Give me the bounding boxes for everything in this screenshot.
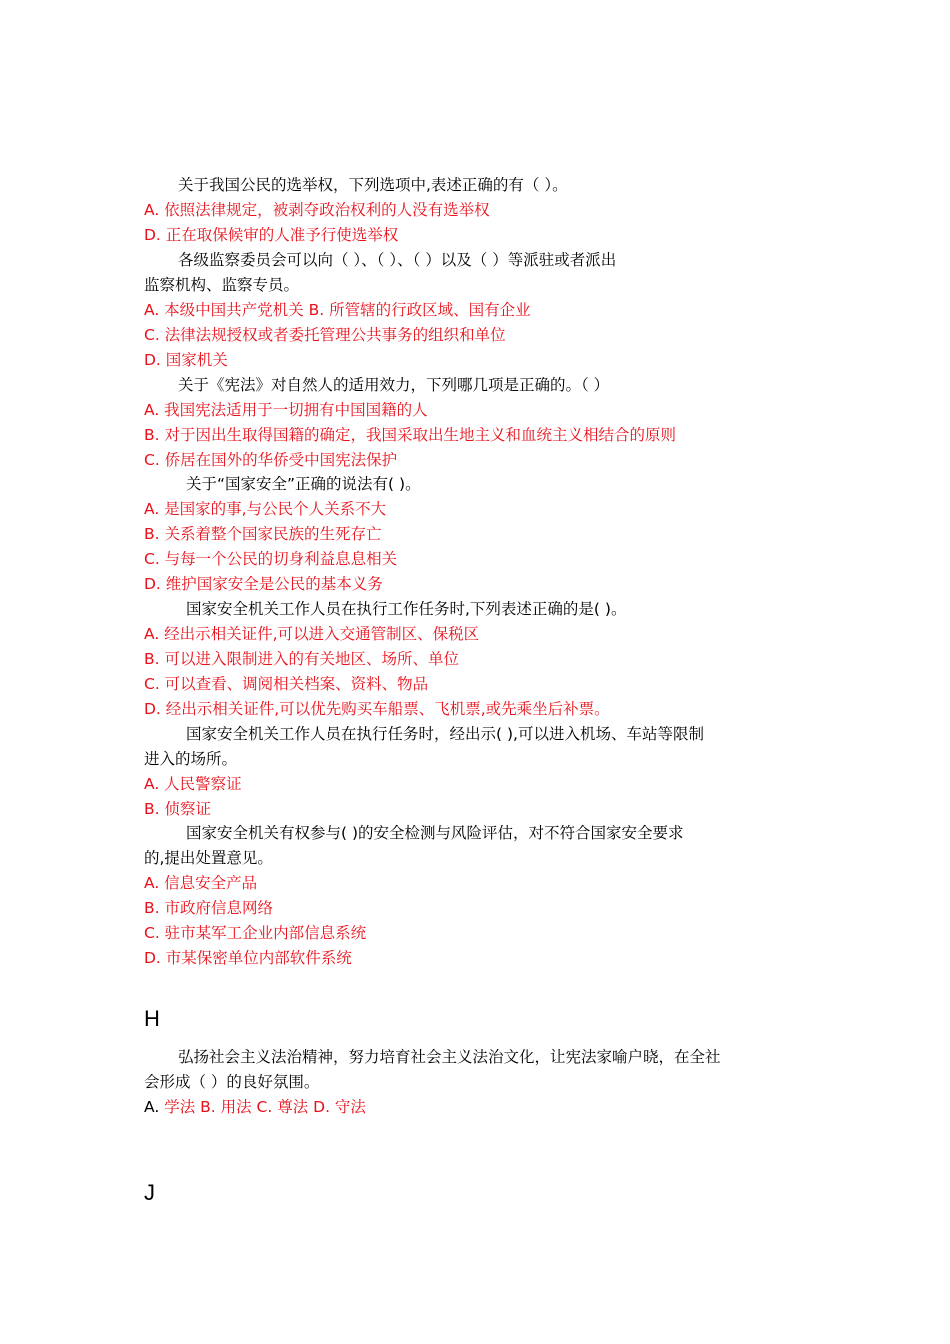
section-heading-h: H: [144, 1006, 160, 1031]
question-stem: 各级监察委员会可以向（ ）、（ ）、（ ）以及（ ）等派驻或者派出: [178, 251, 617, 269]
answer-option: A. 人民警察证: [144, 775, 242, 793]
answer-option: A. 信息安全产品: [144, 874, 258, 892]
question-stem: 国家安全机关工作人员在执行任务时，经出示( ),可以进入机场、车站等限制: [186, 725, 704, 743]
answer-option: B. 市政府信息网络: [144, 899, 273, 917]
answer-option: D. 市某保密单位内部软件系统: [144, 949, 352, 967]
answer-option: D. 正在取保候审的人准予行使选举权: [144, 226, 399, 244]
question-stem: 国家安全机关有权参与( )的安全检测与风险评估，对不符合国家安全要求: [186, 824, 684, 842]
section-heading-j: J: [144, 1180, 155, 1205]
answer-option: A. 本级中国共产党机关 B. 所管辖的行政区域、国有企业: [144, 301, 531, 319]
answer-option: C. 与每一个公民的切身利益息息相关: [144, 550, 398, 568]
answer-option: A. 我国宪法适用于一切拥有中国国籍的人: [144, 401, 428, 419]
question-stem-continued: 会形成（ ）的良好氛围。: [144, 1073, 320, 1091]
question-stem: 弘扬社会主义法治精神，努力培育社会主义法治文化，让宪法家喻户晓，在全社: [178, 1048, 721, 1066]
answer-option: B. 关系着整个国家民族的生死存亡: [144, 525, 382, 543]
question-stem: 关于《宪法》对自然人的适用效力，下列哪几项是正确的。（ ）: [178, 376, 610, 394]
question-stem-continued: 进入的场所。: [144, 750, 238, 768]
answer-option: C. 可以查看、调阅相关档案、资料、物品: [144, 675, 429, 693]
answer-option-row: [144, 1097, 366, 1117]
question-stem-continued: 的,提出处置意见。: [144, 849, 273, 867]
answer-option: A. 经出示相关证件,可以进入交通管制区、保税区: [144, 625, 480, 643]
answer-option: A. 依照法律规定，被剥夺政治权利的人没有选举权: [144, 201, 490, 219]
question-stem: 关于“国家安全”正确的说法有( )。: [186, 475, 421, 493]
answer-option: C. 侨居在国外的华侨受中国宪法保护: [144, 451, 398, 469]
answer-option: D. 经出示相关证件,可以优先购买车船票、飞机票,或先乘坐后补票。: [144, 700, 610, 718]
question-stem-continued: 监察机构、监察专员。: [144, 276, 300, 294]
answer-option: B. 侦察证: [144, 800, 211, 818]
answer-option: D. 维护国家安全是公民的基本义务: [144, 575, 383, 593]
answer-option: D. 国家机关: [144, 351, 228, 369]
question-stem: 国家安全机关工作人员在执行工作任务时,下列表述正确的是( )。: [186, 600, 627, 618]
question-stem: 关于我国公民的选举权，下列选项中,表述正确的有（ ）。: [178, 176, 568, 194]
option-answers: 学法 B. 用法 C. 尊法 D. 守法: [159, 1098, 366, 1116]
option-prefix: A.: [144, 1098, 160, 1116]
answer-option: A. 是国家的事,与公民个人关系不大: [144, 500, 387, 518]
answer-option: B. 对于因出生取得国籍的确定，我国采取出生地主义和血统主义相结合的原则: [144, 426, 676, 444]
answer-option: B. 可以进入限制进入的有关地区、场所、单位: [144, 650, 459, 668]
answer-option: C. 驻市某军工企业内部信息系统: [144, 924, 367, 942]
answer-option: C. 法律法规授权或者委托管理公共事务的组织和单位: [144, 326, 506, 344]
